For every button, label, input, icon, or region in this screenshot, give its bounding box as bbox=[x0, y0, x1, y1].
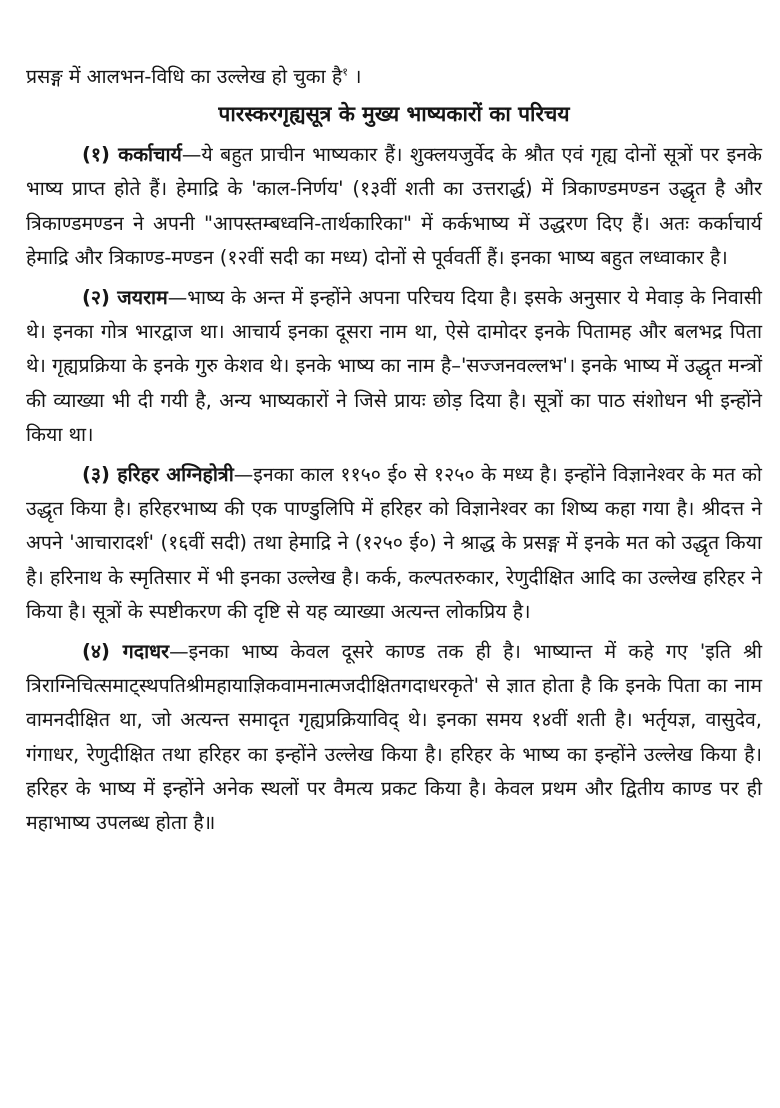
document-page bbox=[26, 60, 762, 840]
intro-end: । bbox=[354, 65, 362, 88]
section-text: —इनका काल ११५० ई० से १२५० के मध्य है। इन्होंने विज्ञानेश्वर के मत को उद्धृत किया है। हरिहरभाष्य की एक पाण्डुलिपि में हरिहर को विज्ञानेश्वर का शिष्य कहा गया है। श्रीदत्त ने अपने 'आचारादर्श' (१६वीं सदी) तथा हेमाद्रि ने (१२५० ई०) ने श्राद्ध के प्रसङ्ग में इनके मत को उद्धृत किया है। हरिनाथ के स्मृतिसार में भी इनका उल्लेख है। कर्क, कल्पतरुकार, रेणुदीक्षित आदि का उल्लेख हरिहर ने किया है। सूत्रों के स्पष्टीकरण की दृष्टि से यह व्याख्या अत्यन्त लोकप्रिय है। bbox=[26, 463, 762, 623]
section-harihar bbox=[26, 458, 762, 629]
section-text: —भाष्य के अन्त में इन्होंने अपना परिचय दिया है। इसके अनुसार ये मेवाड़ के निवासी थे। इनका गोत्र भारद्वाज था। आचार्य इनका दूसरा नाम था, ऐसे दामोदर इनके पितामह और बलभद्र पिता थे। गृह्यप्रक्रिया के इनके गुरु केशव थे। इनके भाष्य का नाम है–'सज्जनवल्लभ'। इनके भाष्य में उद्धृत मन्त्रों की व्याख्या भी दी गयी है, अन्य भाष्यकारों ने जिसे प्रायः छोड़ दिया है। सूत्रों का पाठ संशोधन भी इन्होंने किया था। bbox=[26, 286, 762, 446]
intro-line bbox=[26, 60, 762, 94]
section-label: (३) हरिहर अग्निहोत्री bbox=[82, 463, 234, 487]
section-gadadhar bbox=[26, 635, 762, 840]
section-label: (१) कर्काचार्य bbox=[82, 143, 182, 167]
footnote-marker: १ bbox=[342, 65, 348, 79]
section-label: (२) जयराम bbox=[82, 286, 168, 310]
section-label: (४) गदाधर bbox=[82, 640, 170, 664]
section-jayaram bbox=[26, 281, 762, 452]
section-karkacharya bbox=[26, 138, 762, 275]
section-heading: पारस्करगृह्यसूत्र के मुख्य भाष्यकारों का परिचय bbox=[218, 102, 570, 127]
section-text: —ये बहुत प्राचीन भाष्यकार हैं। शुक्लयजुर्वेद के श्रौत एवं गृह्य दोनों सूत्रों पर इनके भाष्य प्राप्त होते हैं। हेमाद्रि के 'काल-निर्णय' (१३वीं शती का उत्तरार्द्ध) में त्रिकाण्डमण्डन उद्धृत है और त्रिकाण्डमण्डन ने अपनी "आपस्तम्बध्वनि-तार्थकारिका" में कर्कभाष्य में उद्धरण दिए हैं। अतः कर्काचार्य हेमाद्रि और त्रिकाण्ड-मण्डन (१२वीं सदी का मध्य) दोनों से पूर्ववर्ती हैं। इनका भाष्य बहुत लध्वाकार है। bbox=[26, 143, 762, 269]
intro-text: प्रसङ्ग में आलभन-विधि का उल्लेख हो चुका है bbox=[26, 65, 343, 88]
section-text: —इनका भाष्य केवल दूसरे काण्ड तक ही है। भाष्यान्त में कहे गए 'इति श्री त्रिराग्निचित्समाट्स्थपतिश्रीमहायाज्ञिकवामनात्मजदीक्षितगदाधरकृते' से ज्ञात होता है कि इनके पिता का नाम वामनदीक्षित था, जो अत्यन्त समादृत गृह्यप्रक्रियाविद् थे। इनका समय १४वीं शती है। भर्तृयज्ञ, वासुदेव, गंगाधर, रेणुदीक्षित तथा हरिहर का इन्होंने उल्लेख किया है। हरिहर के भाष्य का इन्होंने उल्लेख किया है। हरिहर के भाष्य में इन्होंने अनेक स्थलों पर वैमत्य प्रकट किया है। केवल प्रथम और द्वितीय काण्ड पर ही महाभाष्य उपलब्ध होता है॥ bbox=[26, 640, 762, 835]
